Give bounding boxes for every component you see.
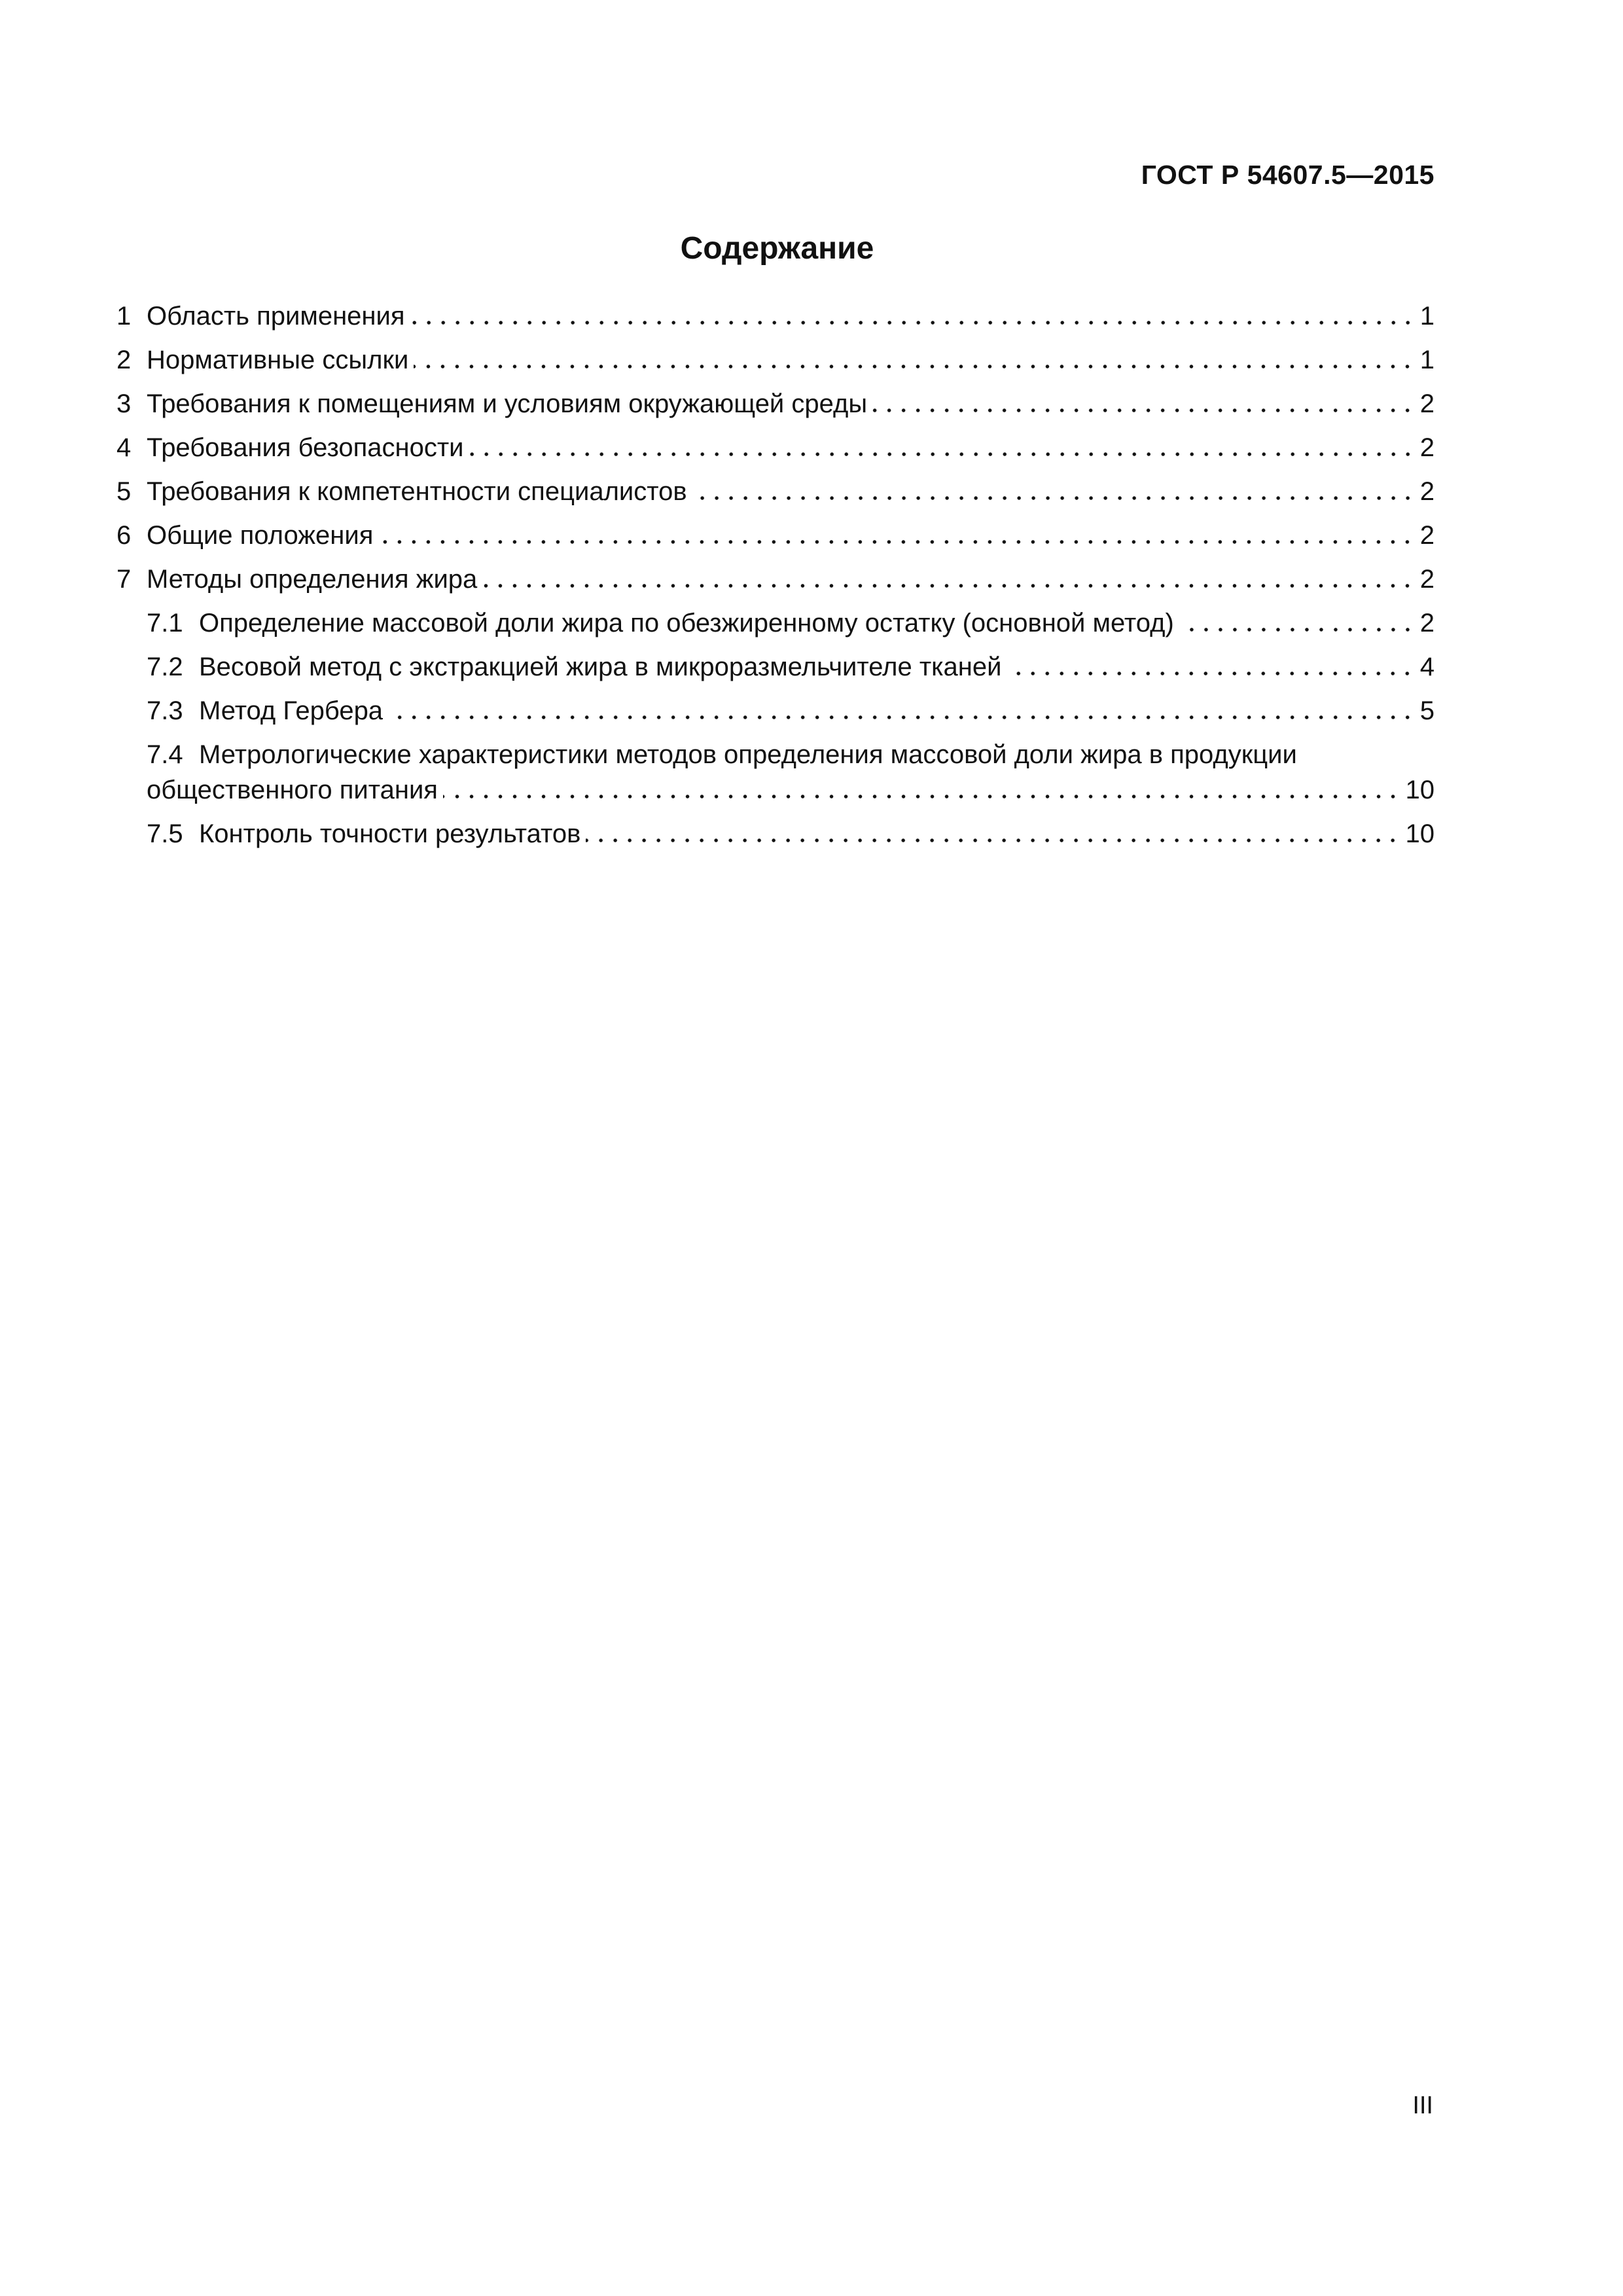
toc-entry-4[interactable] bbox=[116, 430, 1435, 465]
document-code: ГОСТ Р 54607.5—2015 bbox=[1141, 160, 1435, 190]
toc-entry-label: Требования к помещениям и условиям окружающей среды bbox=[147, 389, 868, 418]
toc-entry-page: 10 bbox=[1405, 776, 1435, 804]
toc-entry-label-line2: общественного питания bbox=[147, 776, 438, 804]
toc-entry-label: Метод Гербера bbox=[199, 696, 383, 725]
toc-entry-page: 4 bbox=[1419, 653, 1435, 681]
toc-entry-label: Весовой метод с экстракцией жира в микроразмельчителе тканей bbox=[199, 653, 1002, 681]
toc-entry-page: 5 bbox=[1419, 696, 1435, 725]
toc-subentry-7-2[interactable] bbox=[116, 649, 1435, 685]
toc-entry-number: 4 bbox=[116, 433, 132, 462]
toc-entry-label: Требования безопасности bbox=[147, 433, 464, 462]
toc-entry-number: 1 bbox=[116, 302, 132, 331]
toc-subentry-7-1[interactable] bbox=[116, 605, 1435, 641]
toc-entry-number: 7.2 bbox=[147, 653, 183, 681]
dot-leader bbox=[872, 408, 1415, 412]
toc-entry-6[interactable] bbox=[116, 518, 1435, 553]
dot-leader bbox=[443, 795, 1400, 798]
dot-leader bbox=[1007, 672, 1414, 675]
dot-leader bbox=[469, 452, 1415, 456]
dot-leader bbox=[410, 321, 1415, 325]
dot-leader bbox=[378, 540, 1414, 544]
toc-entry-page: 1 bbox=[1419, 302, 1435, 331]
toc-entry-label: Требования к компетентности специалистов bbox=[147, 477, 687, 506]
toc-entry-label: Нормативные ссылки bbox=[147, 346, 409, 374]
toc-title: Содержание bbox=[680, 231, 874, 266]
dot-leader bbox=[388, 715, 1415, 719]
toc-entry-page: 10 bbox=[1405, 819, 1435, 848]
toc-subentry-7-4[interactable] bbox=[116, 737, 1435, 808]
toc-entry-page: 2 bbox=[1419, 521, 1435, 550]
toc-entry-label: Определение массовой доли жира по обезжиренному остатку (основной метод) bbox=[199, 609, 1174, 637]
dot-leader bbox=[414, 365, 1414, 368]
toc-entry-label: Методы определения жира bbox=[147, 565, 478, 594]
toc-entry-label: Контроль точности результатов bbox=[199, 819, 581, 848]
toc-entry-page: 2 bbox=[1419, 565, 1435, 594]
dot-leader bbox=[692, 496, 1415, 500]
toc-entry-number: 7.4 bbox=[147, 740, 183, 769]
dot-leader bbox=[482, 584, 1414, 588]
toc-entry-number: 7 bbox=[116, 565, 132, 594]
toc-entry-label: Общие положения bbox=[147, 521, 374, 550]
toc-entry-page: 2 bbox=[1419, 477, 1435, 506]
toc-entry-label-line1: Метрологические характеристики методов определения массовой доли жира в продукции bbox=[199, 740, 1297, 769]
toc-entry-3[interactable] bbox=[116, 386, 1435, 422]
toc-entry-label: Область применения bbox=[147, 302, 405, 331]
toc-entry-number: 6 bbox=[116, 521, 132, 550]
toc-entry-number: 2 bbox=[116, 346, 132, 374]
toc-entry-page: 2 bbox=[1419, 609, 1435, 637]
page-number: III bbox=[1412, 2092, 1433, 2119]
toc-entry-number: 7.1 bbox=[147, 609, 183, 637]
dot-leader bbox=[586, 838, 1400, 842]
toc-entry-number: 7.5 bbox=[147, 819, 183, 848]
toc-entry-number: 7.3 bbox=[147, 696, 183, 725]
toc-entry-page: 1 bbox=[1419, 346, 1435, 374]
toc-entry-1[interactable] bbox=[116, 298, 1435, 334]
toc-entry-7[interactable] bbox=[116, 562, 1435, 597]
table-of-contents bbox=[116, 298, 1435, 860]
toc-entry-page: 2 bbox=[1419, 389, 1435, 418]
toc-subentry-7-5[interactable] bbox=[116, 816, 1435, 852]
toc-entry-2[interactable] bbox=[116, 342, 1435, 378]
toc-entry-number: 3 bbox=[116, 389, 132, 418]
toc-entry-page: 2 bbox=[1419, 433, 1435, 462]
toc-subentry-7-3[interactable] bbox=[116, 693, 1435, 728]
toc-entry-5[interactable] bbox=[116, 474, 1435, 509]
toc-entry-number: 5 bbox=[116, 477, 132, 506]
dot-leader bbox=[1179, 628, 1415, 632]
